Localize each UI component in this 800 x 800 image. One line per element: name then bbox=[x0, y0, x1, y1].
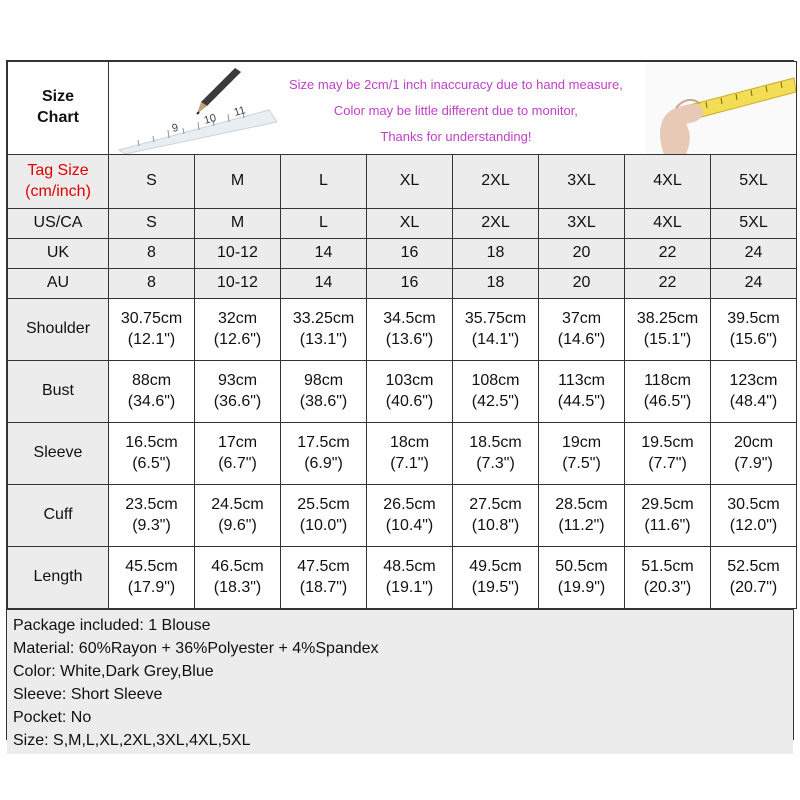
measure-cell bbox=[711, 547, 797, 609]
measure-cell bbox=[539, 485, 625, 547]
size-cell: XL bbox=[367, 209, 453, 239]
inch-value: (12.1") bbox=[127, 330, 176, 348]
cm-value: 88cm bbox=[131, 371, 172, 389]
inch-value: (7.7") bbox=[648, 454, 687, 472]
measure-cell bbox=[539, 547, 625, 609]
ruler-number-11: 11 bbox=[232, 104, 247, 119]
cm-value: 30.75cm bbox=[120, 309, 183, 327]
inch-value: (18.3") bbox=[213, 578, 262, 596]
banner bbox=[109, 62, 797, 155]
measure-cell bbox=[711, 485, 797, 547]
inch-value: (19.1") bbox=[385, 578, 434, 596]
inch-value: (7.9") bbox=[734, 454, 773, 472]
cm-value: 38.25cm bbox=[636, 309, 699, 327]
cm-value: 39.5cm bbox=[727, 309, 780, 327]
inch-value: (15.6") bbox=[729, 330, 778, 348]
measure-cell bbox=[281, 423, 367, 485]
cm-value: 18cm bbox=[389, 433, 430, 451]
measure-cell bbox=[195, 547, 281, 609]
inch-value: (34.6") bbox=[127, 392, 176, 410]
size-cell: 10-12 bbox=[195, 269, 281, 299]
inch-value: (14.1") bbox=[471, 330, 520, 348]
measure-cell bbox=[453, 485, 539, 547]
cm-value: 18.5cm bbox=[469, 433, 522, 451]
inch-value: (19.9") bbox=[557, 578, 606, 596]
tag-size-cell: 4XL bbox=[625, 155, 711, 209]
tag-size-cell: L bbox=[281, 155, 367, 209]
measure-cell bbox=[109, 547, 195, 609]
pen-ruler-illustration bbox=[109, 62, 279, 154]
note-line-2: Color may be little different due to monitor, bbox=[333, 103, 578, 118]
cm-value: 118cm bbox=[644, 371, 691, 389]
measure-cell bbox=[195, 361, 281, 423]
tape-measure-illustration bbox=[646, 62, 796, 154]
ruler-number-9: 9 bbox=[170, 121, 180, 135]
inch-value: (13.1") bbox=[299, 330, 348, 348]
measure-cell bbox=[711, 361, 797, 423]
tag-size-label bbox=[8, 155, 109, 209]
inch-value: (6.9") bbox=[304, 454, 343, 472]
size-cell: 18 bbox=[453, 269, 539, 299]
inch-value: (36.6") bbox=[213, 392, 262, 410]
measure-cell bbox=[453, 361, 539, 423]
row-label-uk: UK bbox=[8, 239, 109, 269]
tag-size-label-line1: Tag Size bbox=[27, 161, 89, 179]
measure-cell bbox=[367, 299, 453, 361]
info-package: Package included: 1 Blouse bbox=[13, 617, 211, 634]
info-size: Size: S,M,L,XL,2XL,3XL,4XL,5XL bbox=[13, 732, 251, 749]
inch-value: (12.0") bbox=[729, 516, 778, 534]
size-cell: 14 bbox=[281, 239, 367, 269]
size-chart bbox=[6, 60, 794, 749]
info-color: Color: White,Dark Grey,Blue bbox=[13, 663, 214, 680]
inch-value: (7.1") bbox=[390, 454, 429, 472]
measure-cell bbox=[281, 485, 367, 547]
cm-value: 27.5cm bbox=[469, 495, 522, 513]
tag-size-cell: M bbox=[195, 155, 281, 209]
row-label-au: AU bbox=[8, 269, 109, 299]
size-cell: 5XL bbox=[711, 209, 797, 239]
inch-value: (14.6") bbox=[557, 330, 606, 348]
size-cell: 3XL bbox=[539, 209, 625, 239]
inch-value: (10.8") bbox=[471, 516, 520, 534]
cm-value: 24.5cm bbox=[211, 495, 264, 513]
measure-cell bbox=[109, 423, 195, 485]
inch-value: (18.7") bbox=[299, 578, 348, 596]
size-cell: 22 bbox=[625, 239, 711, 269]
inch-value: (20.3") bbox=[643, 578, 692, 596]
inch-value: (11.2") bbox=[558, 516, 605, 534]
size-cell: 14 bbox=[281, 269, 367, 299]
cm-value: 50.5cm bbox=[555, 557, 608, 575]
inch-value: (10.4") bbox=[385, 516, 434, 534]
inch-value: (12.6") bbox=[213, 330, 262, 348]
size-cell: 24 bbox=[711, 269, 797, 299]
product-info bbox=[7, 609, 793, 754]
measure-cell bbox=[453, 547, 539, 609]
measure-cell bbox=[367, 485, 453, 547]
size-table bbox=[7, 61, 797, 609]
note-line-1: Size may be 2cm/1 inch inaccuracy due to hand measure, bbox=[289, 77, 623, 92]
size-cell: M bbox=[195, 209, 281, 239]
inch-value: (13.6") bbox=[385, 330, 434, 348]
row-label-bust: Bust bbox=[8, 361, 109, 423]
inch-value: (9.3") bbox=[132, 516, 171, 534]
cm-value: 113cm bbox=[558, 371, 605, 389]
cm-value: 19.5cm bbox=[641, 433, 694, 451]
inch-value: (6.7") bbox=[218, 454, 257, 472]
inch-value: (9.6") bbox=[218, 516, 257, 534]
cm-value: 33.25cm bbox=[292, 309, 355, 327]
cm-value: 47.5cm bbox=[297, 557, 350, 575]
inch-value: (7.3") bbox=[476, 454, 515, 472]
size-cell: 18 bbox=[453, 239, 539, 269]
measure-cell bbox=[625, 547, 711, 609]
size-cell: 22 bbox=[625, 269, 711, 299]
inch-value: (17.9") bbox=[127, 578, 176, 596]
measure-cell bbox=[625, 299, 711, 361]
measure-cell bbox=[539, 361, 625, 423]
measure-cell bbox=[281, 547, 367, 609]
cm-value: 17cm bbox=[217, 433, 258, 451]
inch-value: (20.7") bbox=[729, 578, 778, 596]
cm-value: 23.5cm bbox=[125, 495, 178, 513]
cm-value: 98cm bbox=[303, 371, 344, 389]
measure-cell bbox=[195, 485, 281, 547]
measure-cell bbox=[195, 423, 281, 485]
info-pocket: Pocket: No bbox=[13, 709, 92, 726]
size-cell: 20 bbox=[539, 239, 625, 269]
measure-cell bbox=[711, 299, 797, 361]
cm-value: 37cm bbox=[561, 309, 602, 327]
measure-cell bbox=[281, 299, 367, 361]
measure-cell bbox=[367, 423, 453, 485]
measure-cell bbox=[367, 361, 453, 423]
measure-cell bbox=[453, 423, 539, 485]
cm-value: 108cm bbox=[471, 371, 520, 389]
cm-value: 34.5cm bbox=[383, 309, 436, 327]
measure-cell bbox=[625, 361, 711, 423]
cm-value: 29.5cm bbox=[641, 495, 694, 513]
size-cell: 2XL bbox=[453, 209, 539, 239]
size-cell: S bbox=[109, 209, 195, 239]
measure-cell bbox=[625, 485, 711, 547]
measure-cell bbox=[453, 299, 539, 361]
size-cell: 4XL bbox=[625, 209, 711, 239]
cm-value: 52.5cm bbox=[727, 557, 780, 575]
inch-value: (15.1") bbox=[643, 330, 692, 348]
row-label-us-ca: US/CA bbox=[8, 209, 109, 239]
measure-cell bbox=[109, 299, 195, 361]
row-label-shoulder: Shoulder bbox=[8, 299, 109, 361]
cm-value: 123cm bbox=[729, 371, 778, 389]
inch-value: (44.5") bbox=[557, 392, 606, 410]
chart-title bbox=[8, 62, 109, 155]
cm-value: 25.5cm bbox=[297, 495, 350, 513]
row-label-sleeve: Sleeve bbox=[8, 423, 109, 485]
note-line-3: Thanks for understanding! bbox=[380, 129, 532, 144]
measure-cell bbox=[539, 423, 625, 485]
chart-title-line2: Chart bbox=[37, 109, 79, 126]
size-cell: 20 bbox=[539, 269, 625, 299]
size-cell: 8 bbox=[109, 239, 195, 269]
cm-value: 17.5cm bbox=[297, 433, 350, 451]
measure-cell bbox=[109, 361, 195, 423]
tag-size-cell: S bbox=[109, 155, 195, 209]
inch-value: (6.5") bbox=[132, 454, 171, 472]
cm-value: 51.5cm bbox=[641, 557, 694, 575]
measure-cell bbox=[195, 299, 281, 361]
cm-value: 103cm bbox=[385, 371, 434, 389]
inch-value: (38.6") bbox=[299, 392, 348, 410]
measure-cell bbox=[711, 423, 797, 485]
inch-value: (11.6") bbox=[644, 516, 691, 534]
cm-value: 28.5cm bbox=[555, 495, 608, 513]
cm-value: 26.5cm bbox=[383, 495, 436, 513]
size-cell: 24 bbox=[711, 239, 797, 269]
notes bbox=[289, 72, 623, 150]
tag-size-cell: 2XL bbox=[453, 155, 539, 209]
cm-value: 32cm bbox=[217, 309, 258, 327]
cm-value: 93cm bbox=[217, 371, 258, 389]
cm-value: 35.75cm bbox=[464, 309, 527, 327]
inch-value: (40.6") bbox=[385, 392, 434, 410]
info-material: Material: 60%Rayon + 36%Polyester + 4%Spandex bbox=[13, 640, 379, 657]
cm-value: 46.5cm bbox=[211, 557, 264, 575]
cm-value: 48.5cm bbox=[383, 557, 436, 575]
row-label-length: Length bbox=[8, 547, 109, 609]
info-sleeve: Sleeve: Short Sleeve bbox=[13, 686, 163, 703]
inch-value: (10.0") bbox=[299, 516, 348, 534]
cm-value: 16.5cm bbox=[125, 433, 178, 451]
measure-cell bbox=[109, 485, 195, 547]
tag-size-cell: 5XL bbox=[711, 155, 797, 209]
cm-value: 49.5cm bbox=[469, 557, 522, 575]
measure-cell bbox=[367, 547, 453, 609]
size-cell: 16 bbox=[367, 239, 453, 269]
inch-value: (48.4") bbox=[729, 392, 778, 410]
ruler-number-10: 10 bbox=[202, 112, 218, 127]
cm-value: 20cm bbox=[733, 433, 774, 451]
measure-cell bbox=[625, 423, 711, 485]
cm-value: 19cm bbox=[561, 433, 602, 451]
tag-size-cell: 3XL bbox=[539, 155, 625, 209]
measure-cell bbox=[539, 299, 625, 361]
measure-cell bbox=[281, 361, 367, 423]
tag-size-cell: XL bbox=[367, 155, 453, 209]
size-cell: 16 bbox=[367, 269, 453, 299]
inch-value: (42.5") bbox=[471, 392, 520, 410]
cm-value: 45.5cm bbox=[125, 557, 178, 575]
size-cell: 8 bbox=[109, 269, 195, 299]
inch-value: (7.5") bbox=[562, 454, 601, 472]
size-cell: 10-12 bbox=[195, 239, 281, 269]
inch-value: (46.5") bbox=[643, 392, 692, 410]
cm-value: 30.5cm bbox=[727, 495, 780, 513]
chart-title-line1: Size bbox=[41, 88, 74, 106]
inch-value: (19.5") bbox=[471, 578, 520, 596]
size-cell: L bbox=[281, 209, 367, 239]
row-label-cuff: Cuff bbox=[8, 485, 109, 547]
tag-size-label-line2: (cm/inch) bbox=[25, 182, 91, 200]
